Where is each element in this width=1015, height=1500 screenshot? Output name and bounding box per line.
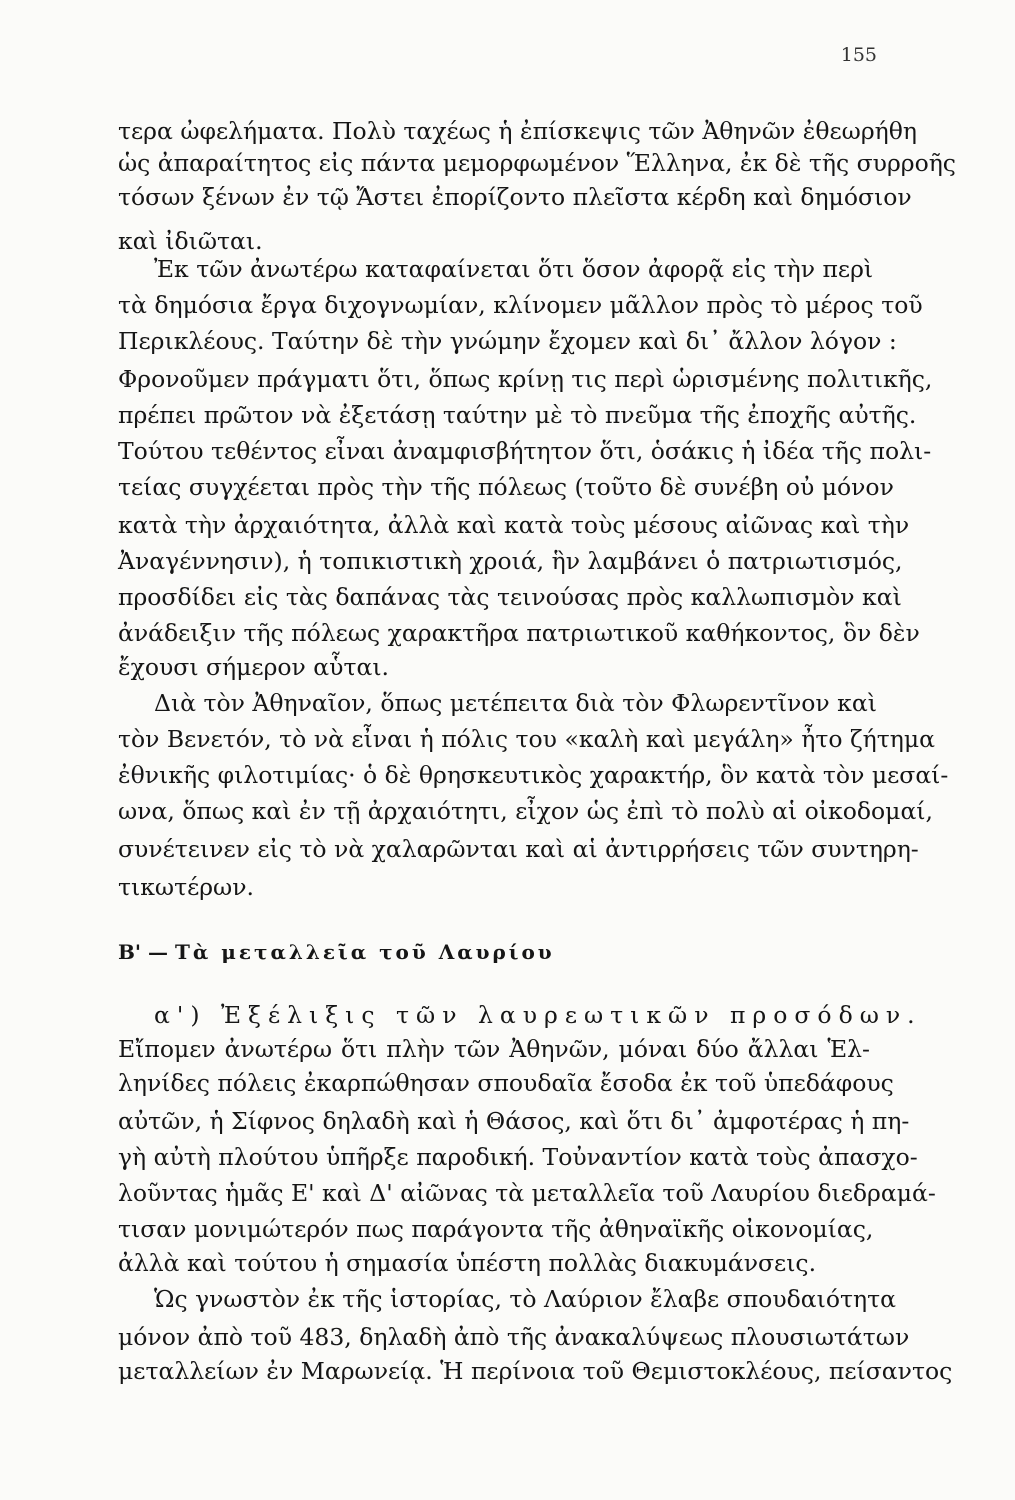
text-line: τόσων ξένων ἐν τῷ Ἄστει ἐπορίζοντο πλεῖστα κέρδη καὶ δημόσιον [118, 183, 912, 211]
text-line: τερα ὠφελήματα. Πολὺ ταχέως ἡ ἐπίσκεψις τῶν Ἀθηνῶν ἐθεωρήθη [118, 117, 917, 145]
text-line: ωνα, ὅπως καὶ ἐν τῇ ἀρχαιότητι, εἶχον ὡς ἐπὶ τὸ πολὺ αἱ οἰκοδομαί, [118, 797, 933, 825]
section-heading [118, 940, 555, 964]
text-line: ἀλλὰ καὶ τούτου ἡ σημασία ὑπέστη πολλὰς διακυμάνσεις. [118, 1249, 817, 1277]
page-number: 155 [840, 44, 877, 66]
text-line: κατὰ τὴν ἀρχαιότητα, ἀλλὰ καὶ κατὰ τοὺς μέσους αἰῶνας καὶ τὴν [118, 511, 910, 539]
text-line: Διὰ τὸν Ἀθηναῖον, ὅπως μετέπειτα διὰ τὸν Φλωρεντῖνον καὶ [154, 689, 877, 717]
text-line: πρέπει πρῶτον νὰ ἐξετάσῃ ταύτην μὲ τὸ πνεῦμα τῆς ἐποχῆς αὐτῆς. [118, 401, 917, 429]
text-line: Εἴπομεν ἀνωτέρω ὅτι πλὴν τῶν Ἀθηνῶν, μόναι δύο ἄλλαι Ἑλ- [118, 1035, 870, 1063]
text-line: τισαν μονιμώτερόν πως παράγοντα τῆς ἀθηναϊκῆς οἰκονομίας, [118, 1215, 874, 1243]
text-line: ἀνάδειξιν τῆς πόλεως χαρακτῆρα πατριωτικοῦ καθήκοντος, ὃν δὲν [118, 619, 920, 647]
text-line: Ἀναγέννησιν), ἡ τοπικιστικὴ χροιά, ἣν λαμβάνει ὁ πατριωτισμός, [118, 547, 903, 575]
text-line: ἔχουσι σήμερον αὗται. [118, 653, 390, 681]
text-line: ὡς ἀπαραίτητος εἰς πάντα μεμορφωμένον Ἕλληνα, ἐκ δὲ τῆς συρροῆς [118, 149, 956, 177]
text-line: τὰ δημόσια ἔργα διχογνωμίαν, κλίνομεν μᾶλλον πρὸς τὸ μέρος τοῦ [118, 291, 923, 319]
text-line: ἐθνικῆς φιλοτιμίας· ὁ δὲ θρησκευτικὸς χαρακτήρ, ὃν κατὰ τὸν μεσαί- [118, 761, 949, 789]
text-line: αὐτῶν, ἡ Σίφνος δηλαδὴ καὶ ἡ Θάσος, καὶ ὅτι δι᾽ ἀμφοτέρας ἡ πη- [118, 1107, 910, 1135]
section-heading-title: Τὰ μεταλλεῖα τοῦ Λαυρίου [174, 940, 555, 964]
text-line: Τούτου τεθέντος εἶναι ἀναμφισβήτητον ὅτι, ὁσάκις ἡ ἰδέα τῆς πολι- [118, 437, 932, 465]
text-line: Ὡς γνωστὸν ἐκ τῆς ἱστορίας, τὸ Λαύριον ἔλαβε σπουδαιότητα [154, 1285, 896, 1313]
text-line: μεταλλείων ἐν Μαρωνείᾳ. Ἡ περίνοια τοῦ Θεμιστοκλέους, πείσαντος [118, 1357, 953, 1385]
text-line: τὸν Βενετόν, τὸ νὰ εἶναι ἡ πόλις του «καλὴ καὶ μεγάλη» ἦτο ζήτημα [118, 725, 935, 753]
text-line: τικωτέρων. [118, 873, 254, 901]
text-line: Ἐκ τῶν ἀνωτέρω καταφαίνεται ὅτι ὅσον ἀφορᾷ εἰς τὴν περὶ [154, 255, 874, 283]
text-line: συνέτεινεν εἰς τὸ νὰ χαλαρῶνται καὶ αἱ ἀντιρρήσεις τῶν συντηρη- [118, 835, 919, 863]
text-line: ληνίδες πόλεις ἐκαρπώθησαν σπουδαῖα ἔσοδα ἐκ τοῦ ὑπεδάφους [118, 1069, 894, 1097]
text-line: τείας συγχέεται πρὸς τὴν τῆς πόλεως (τοῦτο δὲ συνέβη οὐ μόνον [118, 473, 894, 501]
text-line: μόνον ἀπὸ τοῦ 483, δηλαδὴ ἀπὸ τῆς ἀνακαλύψεως πλουσιωτάτων [118, 1323, 910, 1351]
text-line: προσδίδει εἰς τὰς δαπάνας τὰς τεινούσας πρὸς καλλωπισμὸν καὶ [118, 583, 902, 611]
text-line: λοῦντας ἡμᾶς Ε' καὶ Δ' αἰῶνας τὰ μεταλλεῖα τοῦ Λαυρίου διεδραμά- [118, 1179, 936, 1207]
subsection-lead: α') Ἐξέλιξις τῶν λαυρεωτικῶν προσόδων. [154, 1001, 922, 1029]
section-heading-prefix: Β' — [118, 940, 175, 964]
text-line: Φρονοῦμεν πράγματι ὅτι, ὅπως κρίνῃ τις περὶ ὡρισμένης πολιτικῆς, [118, 365, 933, 393]
text-line: γὴ αὐτὴ πλούτου ὑπῆρξε παροδική. Τοὐναντίον κατὰ τοὺς ἀπασχο- [118, 1143, 918, 1171]
text-line: Περικλέους. Ταύτην δὲ τὴν γνώμην ἔχομεν καὶ δι᾽ ἄλλον λόγον : [118, 327, 897, 355]
text-line: καὶ ἰδιῶται. [118, 227, 263, 255]
